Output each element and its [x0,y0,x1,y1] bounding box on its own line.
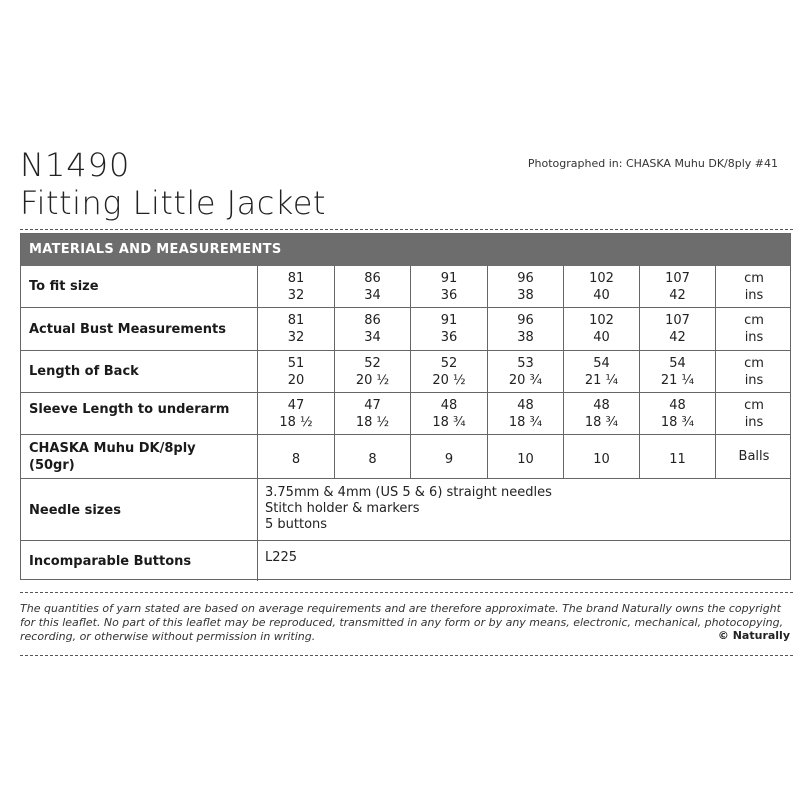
table-row [21,351,790,393]
cell-value: 48 [669,398,686,413]
cell-value: 32 [287,330,305,345]
unit-label: cm [744,313,764,328]
cell-value: 102 [589,313,614,328]
cell-value: 86 [364,271,381,286]
needle-line: 3.75mm & 4mm (US 5 & 6) straight needles [265,485,552,500]
middle-divider [20,592,793,593]
unit-label: cm [744,398,764,413]
pattern-code: N1490 [20,146,131,184]
copyright-notice: © Naturally [717,629,790,642]
cell-value: 47 [287,398,305,413]
row-label: Incomparable Buttons [29,554,192,569]
table-row [21,479,790,541]
cell-value: 34 [364,330,381,345]
table-row [21,393,790,435]
bottom-divider [20,655,793,656]
cell-value: 18 ¾ [432,415,466,430]
cell-value: 96 [517,313,534,328]
cell-value: 38 [517,330,534,345]
cell-value: 10 [593,452,610,467]
cell-value: 42 [669,330,686,345]
cell-value: 8 [368,452,377,467]
table-row [21,435,790,479]
row-label-line: (50gr) [29,458,75,473]
cell-value: 86 [364,313,381,328]
cell-value: 32 [287,288,305,303]
button-code: L225 [265,550,298,565]
table-row [21,308,790,351]
row-label: Sleeve Length to underarm [29,402,230,417]
cell-value: 11 [669,452,686,467]
cell-value: 21 ¼ [584,373,619,388]
cell-value: 51 [287,356,305,371]
cell-value: 20 ¾ [508,373,543,388]
table-heading-bar [21,234,790,266]
table-row [21,266,790,308]
cell-value: 81 [287,271,305,286]
unit-label: cm [744,271,764,286]
cell-value: 96 [517,271,534,286]
cell-value: 54 [669,356,686,371]
cell-value: 48 [440,398,458,413]
cell-value: 20 ½ [355,373,390,388]
photographed-in: Photographed in: CHASKA Muhu DK/8ply #41 [527,157,778,170]
unit-label: ins [744,373,764,388]
cell-value: 81 [287,313,305,328]
unit-label: ins [744,288,764,303]
cell-value: 53 [517,356,534,371]
materials-table [20,233,791,580]
cell-value: 52 [364,356,381,371]
cell-value: 42 [669,288,686,303]
top-divider [20,229,793,230]
cell-value: 91 [440,271,458,286]
cell-value: 47 [364,398,381,413]
row-label-line: CHASKA Muhu DK/8ply [29,441,196,456]
pattern-title: Fitting Little Jacket [20,184,326,222]
cell-value: 20 ½ [432,373,466,388]
cell-value: 18 ½ [279,415,313,430]
cell-value: 107 [665,271,690,286]
cell-value: 102 [589,271,614,286]
cell-value: 54 [593,356,610,371]
cell-value: 107 [665,313,690,328]
table-heading: MATERIALS AND MEASUREMENTS [29,242,282,257]
notions-line: Stitch holder & markers [265,501,420,516]
row-label: Length of Back [29,364,139,379]
buttons-line: 5 buttons [265,517,328,532]
cell-value: 36 [440,288,458,303]
cell-value: 9 [444,452,454,467]
cell-value: 18 ¾ [660,415,695,430]
cell-value: 18 ½ [355,415,390,430]
cell-value: 10 [517,452,534,467]
cell-value: 18 ¾ [508,415,543,430]
cell-value: 36 [440,330,458,345]
cell-value: 91 [440,313,458,328]
cell-value: 18 ¾ [584,415,619,430]
unit-label: ins [744,330,764,345]
unit-label: cm [744,356,764,371]
cell-value: 38 [517,288,534,303]
cell-value: 34 [364,288,381,303]
row-label: To fit size [29,279,99,294]
cell-value: 52 [440,356,458,371]
cell-value: 21 ¼ [660,373,695,388]
row-label: Actual Bust Measurements [29,322,226,337]
unit-label: ins [744,415,764,430]
cell-value: 40 [593,288,610,303]
disclaimer-text: The quantities of yarn stated are based on average requirements and are therefore approximate. The brand Naturally owns the copyright for this leaflet. No part of this leaflet may be reproduced, transmitted in any form or by any means, electronic, mechanical, photocopying, recording, or otherwise without permission in writing. [20,602,784,643]
cell-value: 48 [517,398,534,413]
table-row [21,541,790,581]
cell-value: 40 [593,330,610,345]
unit-label: Balls [738,449,770,464]
cell-value: 48 [593,398,610,413]
cell-value: 8 [291,452,301,467]
cell-value: 20 [287,373,305,388]
row-label: Needle sizes [29,503,121,518]
